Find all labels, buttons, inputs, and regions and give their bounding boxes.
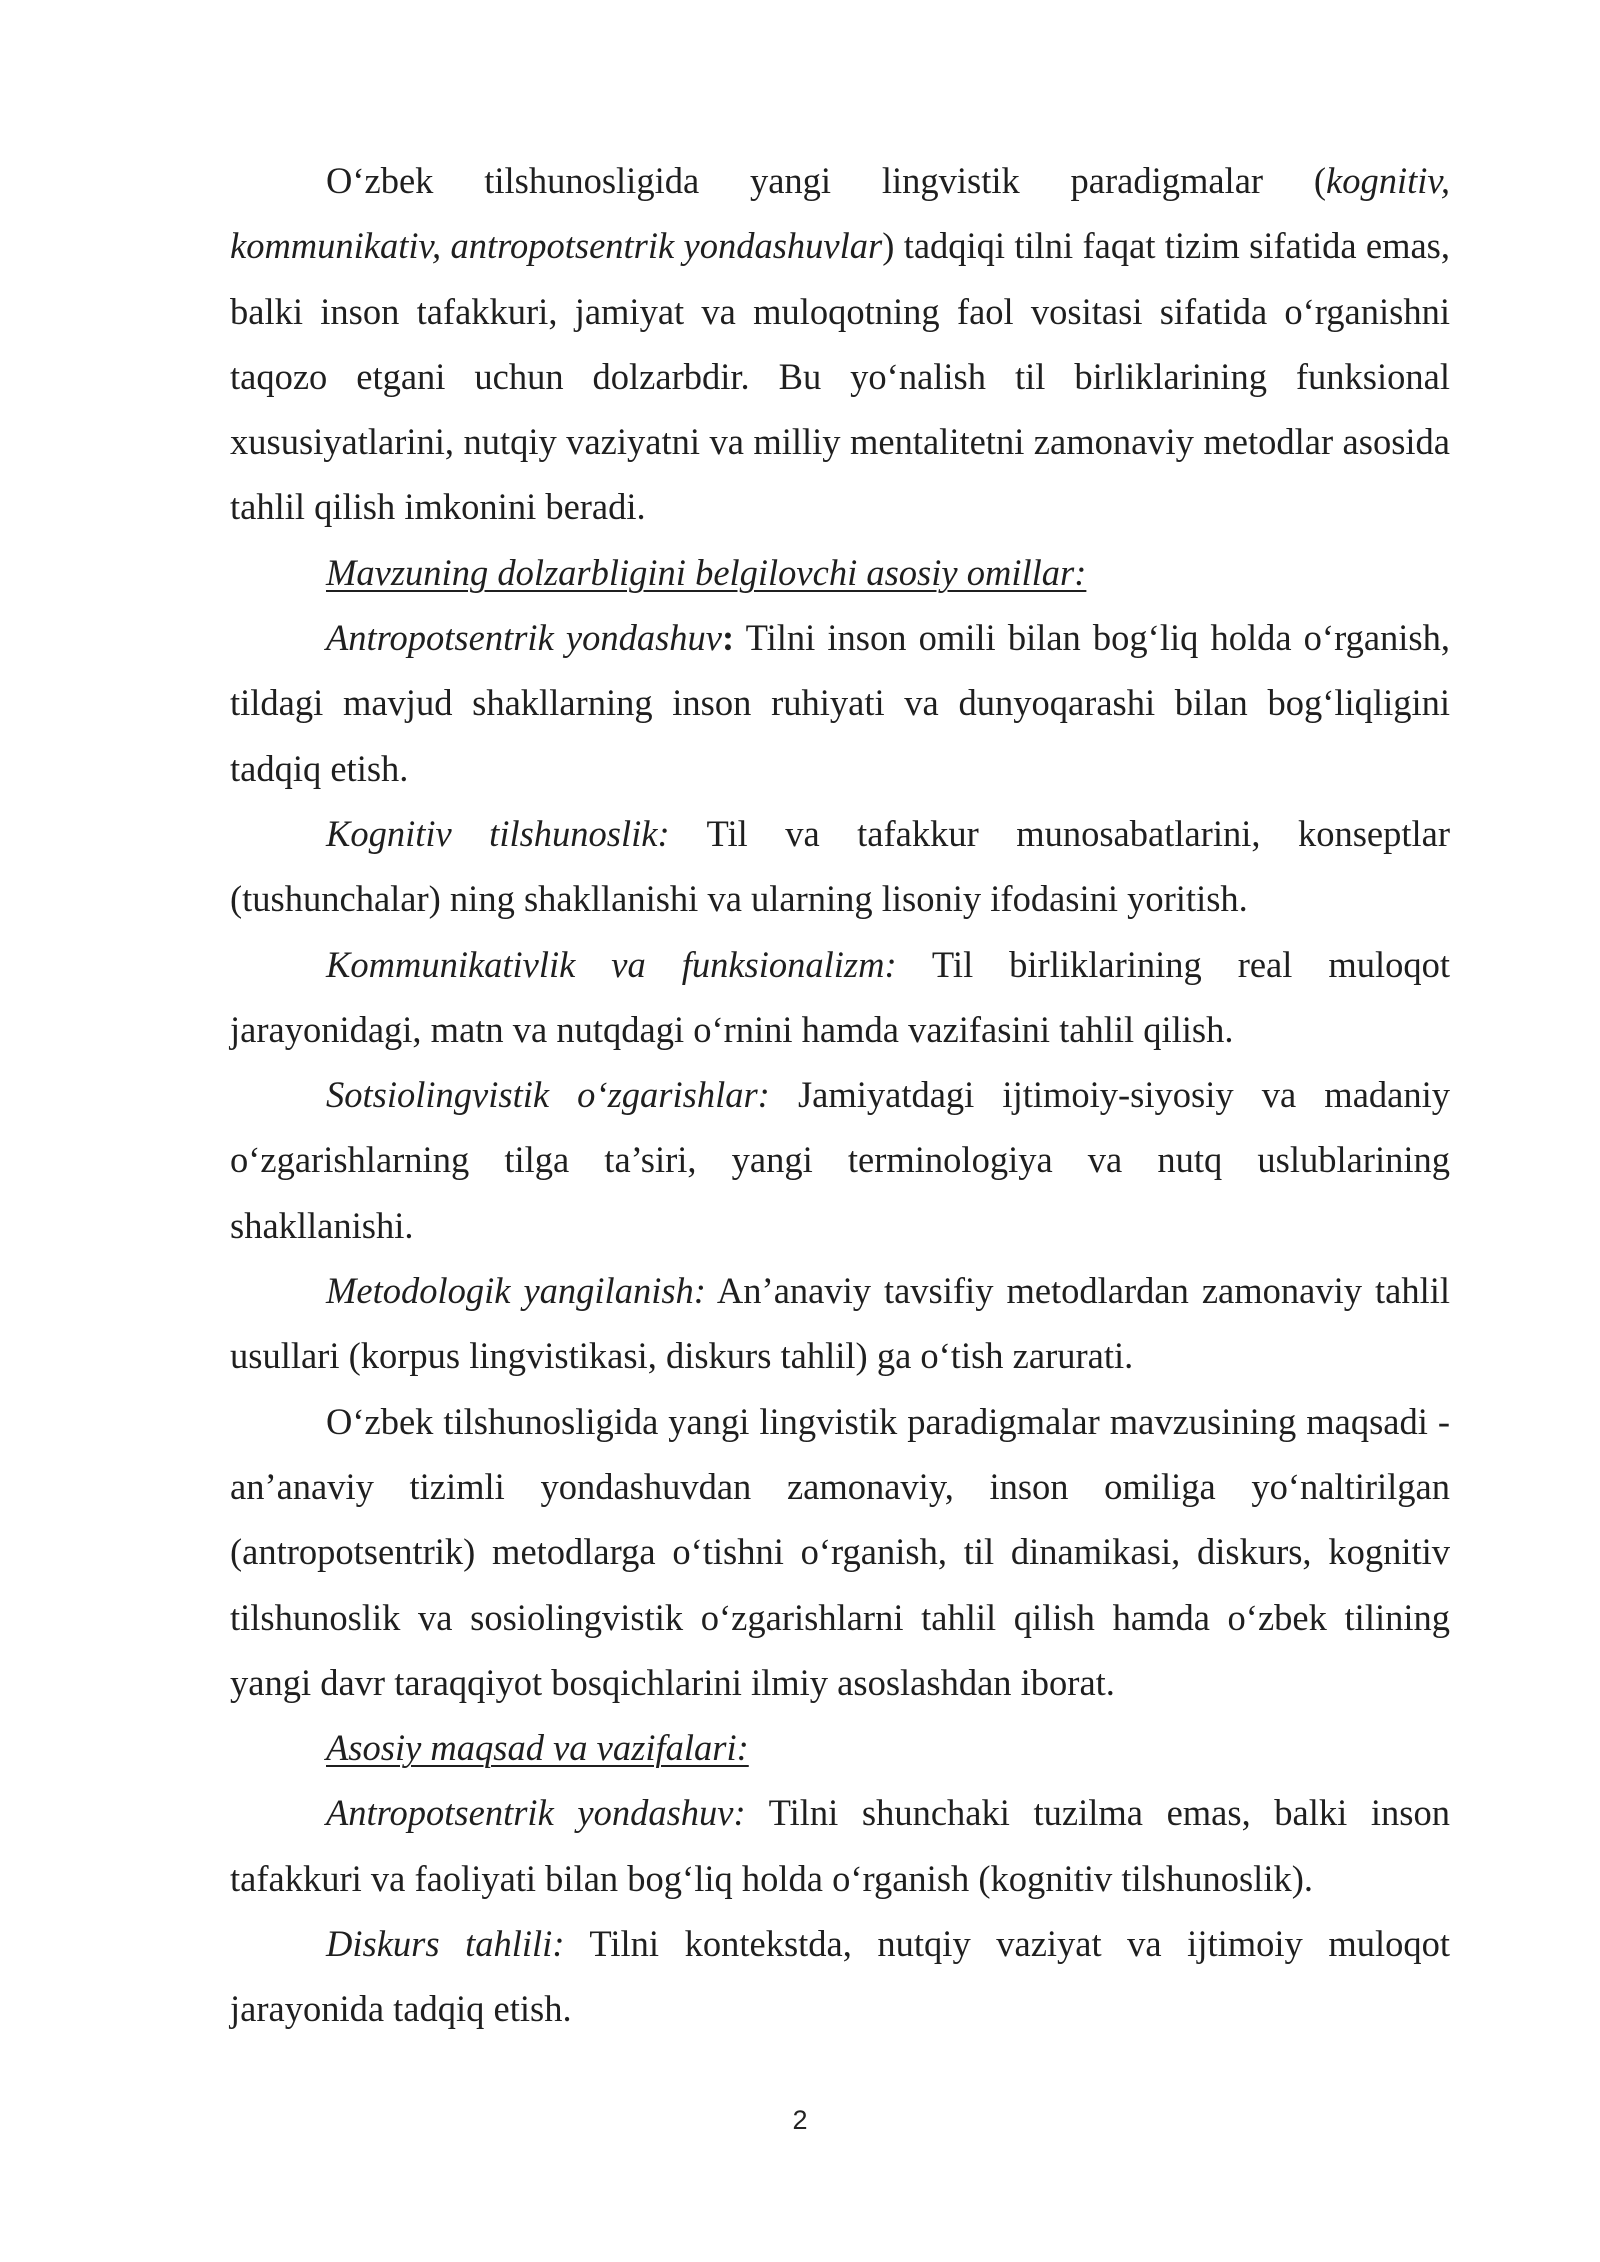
- goal-item-paragraph: [230, 1780, 1450, 1911]
- factor-text: Til va tafakkur munosabatlarini, konseptlar (tushunchalar) ning shakllanishi va ularning lisoniy ifodasini yoritish.: [230, 812, 1450, 920]
- page-number: 2: [792, 2105, 808, 2135]
- factor-text: An’anaviy tavsifiy metodlardan zamonaviy tahlil usullari (korpus lingvistikasi, diskurs tahlil) ga o‘tish zarurati.: [230, 1270, 1450, 1377]
- factor-term: Kognitiv tilshunoslik:: [326, 812, 670, 854]
- intro-lead: O‘zbek tilshunosligida yangi lingvistik paradigmalar (: [326, 160, 1326, 201]
- factor-term: Metodologik yangilanish:: [326, 1270, 706, 1312]
- section-heading-goals: Asosiy maqsad va vazifalari:: [326, 1727, 749, 1769]
- goal-item-paragraph: [230, 1911, 1450, 2042]
- factor-term: Kommunikativlik va funksionalizm:: [326, 943, 897, 985]
- factor-paragraph: [230, 1062, 1450, 1258]
- intro-paragraph: [230, 148, 1450, 540]
- goal-text: Tilni kontekstda, nutqiy vaziyat va ijtimoiy muloqot jarayonida tadqiq etish.: [230, 1923, 1450, 2030]
- page-body: [230, 148, 1450, 2042]
- goal-term: Antropotsentrik yondashuv:: [326, 1792, 746, 1834]
- intro-italic-terms: kognitiv, kommunikativ, antropotsentrik yondashuvlar: [230, 160, 1450, 267]
- goal-term: Diskurs tahlili:: [326, 1923, 565, 1965]
- factor-text: Jamiyatdagi ijtimoiy-siyosiy va madaniy o‘zgarishlarning tilga ta’siri, yangi terminologiya va nutq uslublarining shakllanishi.: [230, 1074, 1450, 1246]
- goal-paragraph: O‘zbek tilshunosligida yangi lingvistik paradigmalar mavzusining maqsadi - an’anaviy tizimli yondashuvdan zamonaviy, inson omiliga yo‘naltirilgan (antropotsentrik) metodlarga o‘tishni o‘rganish, til dinamikasi, diskurs, kognitiv tilshunoslik va sosiolingvistik o‘zgarishlarni tahlil qilish hamda o‘zbek tilining yangi davr taraqqiyot bosqichlarini ilmiy asoslashdan iborat.: [230, 1400, 1450, 1703]
- goal-text: Tilni shunchaki tuzilma emas, balki inson tafakkuri va faoliyati bilan bog‘liq holda o‘rganish (kognitiv tilshunoslik).: [230, 1792, 1450, 1899]
- factor-paragraph: [230, 1258, 1450, 1389]
- factor-paragraph: [230, 605, 1450, 801]
- factor-text: Tilni inson omili bilan bog‘liq holda o‘rganish, tildagi mavjud shakllarning inson ruhiyati va dunyoqarashi bilan bog‘liqligini tadqiq etish.: [230, 617, 1451, 789]
- intro-rest: ) tadqiqi tilni faqat tizim sifatida emas, balki inson tafakkuri, jamiyat va muloqotning faol vositasi sifatida o‘rganishni taqozo etgani uchun dolzarbdir. Bu yo‘nalish til birliklarining funksional xususiyatlarini, nutqiy vaziyatni va milliy mentalitetni zamonaviy metodlar asosida tahlil qilish imkonini beradi.: [230, 225, 1450, 528]
- factor-term-colon: :: [722, 617, 735, 659]
- factor-term: Antropotsentrik yondashuv: [326, 617, 722, 659]
- section-heading-relevance: Mavzuning dolzarbligini belgilovchi asosiy omillar:: [326, 551, 1087, 593]
- factor-paragraph: [230, 932, 1450, 1063]
- factor-paragraph: [230, 801, 1450, 932]
- factor-term: Sotsiolingvistik o‘zgarishlar:: [326, 1074, 770, 1116]
- factor-text: Til birliklarining real muloqot jarayonidagi, matn va nutqdagi o‘rnini hamda vazifasini tahlil qilish.: [230, 943, 1450, 1050]
